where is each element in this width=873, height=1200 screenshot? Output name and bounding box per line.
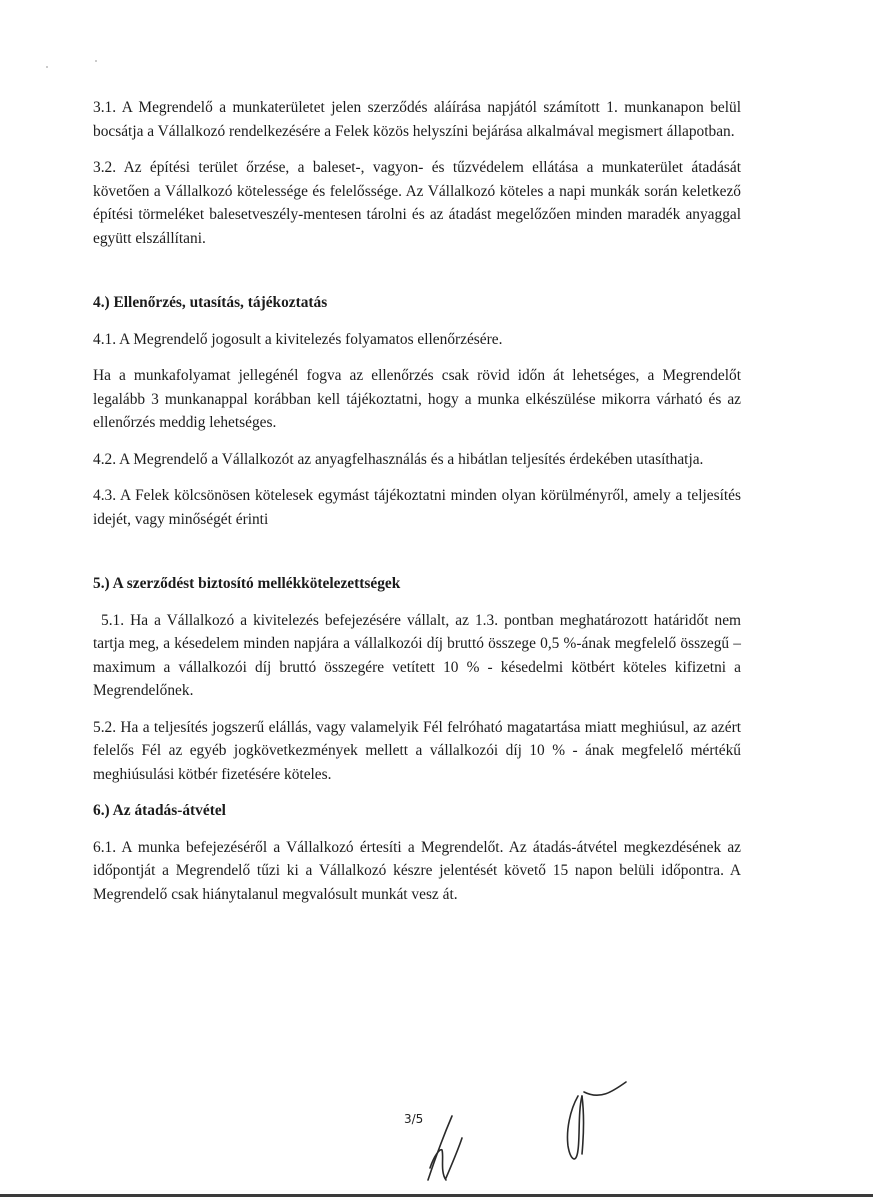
- paragraph-4-1-detail: Ha a munkafolyamat jellegénél fogva az ellenőrzés csak rövid időn át lehetséges, a Megrendelőt legalább 3 munkanappal korábban kell tájékoztatni, hogy a munka elkészülése mikorra várható és az ellenőrzés meddig lehetséges.: [93, 367, 741, 431]
- page-number: 3/5: [404, 1112, 424, 1126]
- paragraph-6-1: 6.1. A munka befejezéséről a Vállalkozó értesíti a Megrendelőt. Az átadás-átvétel megkezdésének az időpontját a Megrendelő tűzi ki a Vállalkozó készre jelentését követő 15 napon belüli időpontra. A Megrendelő csak hiánytalanul megvalósult munkát vesz át.: [93, 838, 741, 903]
- handwritten-initials-icon: [428, 1116, 462, 1180]
- paragraph-3-2: 3.2. Az építési terület őrzése, a baleset-, vagyon- és tűzvédelem ellátása a munkaterület átadását követően a Vállalkozó kötelessége és felelőssége. Az Vállalkozó köteles a napi munkák során keletkező építési törmeléket balesetveszély-mentesen tárolni és az átadást megelőzően minden maradék anyaggal együtt elszállítani.: [93, 159, 741, 247]
- scan-edge-line: [0, 1194, 873, 1197]
- section-heading-5: 5.) A szerződést biztosító mellékkötelezettségek: [93, 575, 401, 592]
- section-heading-4: 4.) Ellenőrzés, utasítás, tájékoztatás: [93, 294, 328, 311]
- paragraph-5-1: 5.1. Ha a Vállalkozó a kivitelezés befejezésére vállalt, az 1.3. pontban meghatározott határidőt nem tartja meg, a késedelem minden napjára a vállalkozói díj bruttó összege 0,5 %-ának megfelelő összegű – maximum a vállalkozói díj bruttó összegére vetített 10 % - késedelmi kötbért köteles kifizetni a Megrendelőnek.: [93, 611, 741, 699]
- section-heading-6: 6.) Az átadás-átvétel: [93, 802, 226, 819]
- paragraph-5-2: 5.2. Ha a teljesítés jogszerű elállás, vagy valamelyik Fél felróható magatartása miatt meghiúsul, az azért felelős Fél az egyéb jogkövetkezmények mellett a vállalkozói díj 10 % - ának megfelelő mértékű meghiúsulási kötbér fizetésére köteles.: [93, 718, 741, 783]
- paragraph-4-3: 4.3. A Felek kölcsönösen kötelesek egymást tájékoztatni minden olyan körülményről, amely a teljesítés idejét, vagy minőségét érinti: [93, 487, 741, 528]
- paragraph-4-1: 4.1. A Megrendelő jogosult a kivitelezés folyamatos ellenőrzésére.: [93, 330, 503, 348]
- paragraph-4-2: 4.2. A Megrendelő a Vállalkozót az anyagfelhasználás és a hibátlan teljesítés érdekében utasíthatja.: [93, 450, 704, 468]
- paragraph-3-1: 3.1. A Megrendelő a munkaterületet jelen szerződés aláírása napjától számított 1. munkanapon belül bocsátja a Vállalkozó rendelkezésére a Felek közös helyszíni bejárása alkalmával megismert állapotban.: [93, 99, 741, 140]
- handwritten-signature-icon: [567, 1082, 626, 1159]
